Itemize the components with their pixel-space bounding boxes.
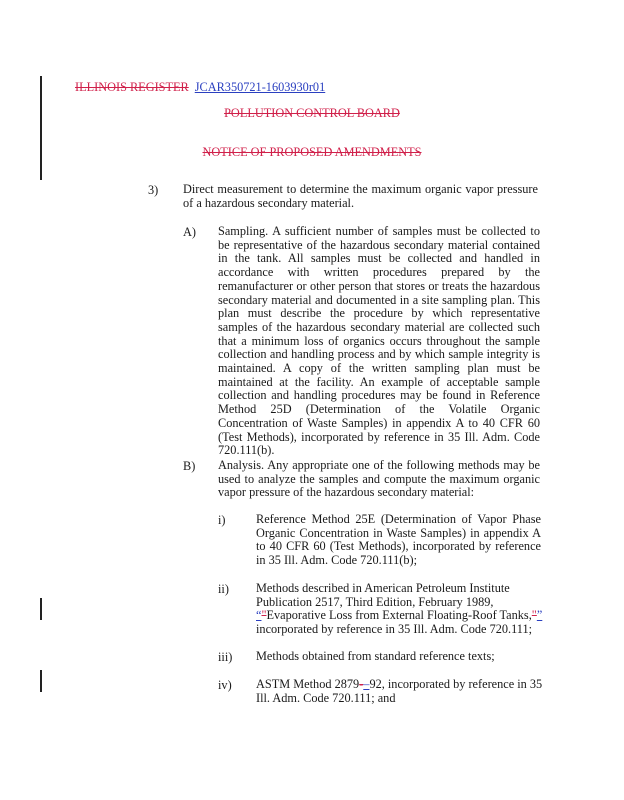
item-iv-text	[256, 678, 546, 705]
dash-deleted: -	[359, 677, 364, 691]
item-iv-line1	[256, 678, 546, 692]
quote-close-inserted: ”	[536, 608, 543, 623]
item-ii-line4: incorporated by reference in 35 Ill. Adm. Code 720.111;	[256, 622, 533, 637]
astm-method: ASTM Method 2879	[256, 677, 360, 691]
item-ii-line3	[256, 609, 546, 623]
item-3-text: Direct measurement to determine the maximum organic vapor pressure of a hazardous secondary material.	[183, 182, 538, 210]
item-ii-line1: Methods described in American Petroleum Institute	[256, 581, 510, 595]
register-header	[75, 80, 325, 95]
item-iv-label: iv)	[218, 678, 232, 692]
change-bar	[40, 598, 42, 620]
item-iv-line2: Ill. Adm. Code 720.111; and	[256, 690, 396, 705]
quote-close-deleted: "	[531, 608, 537, 623]
board-title: POLLUTION CONTROL BOARD	[224, 106, 400, 120]
item-a-label: A)	[183, 225, 196, 239]
item-i-text: Reference Method 25E (Determination of Vapor Phase Organic Concentration in Waste Samples) in appendix A to 40 CFR 60 (Test Methods), incorporated by reference in 35 Ill. Adm. Code 720.111(b);	[256, 512, 541, 568]
item-iii-text: Methods obtained from standard reference texts;	[256, 649, 495, 663]
change-bar	[40, 76, 42, 180]
item-b-label: B)	[183, 459, 196, 473]
register-struck: ILLINOIS REGISTER	[75, 80, 189, 94]
dash-inserted: –	[363, 677, 370, 691]
item-a-text: Sampling. A sufficient number of samples must be collected to be representative of the hazardous secondary material contained in the tank. All samples must be collected and handled in accordance with written procedures prepared by the remanufacturer or other person that stores or treats the hazardous secondary material and documented in a site sampling plan. This plan must describe the procedure by which representative samples of the hazardous secondary material are collected such that a minimum loss of organics occurs throughout the sample collection and handling process and by which sample integrity is maintained. A copy of the written sampling plan must be maintained at the facility. An example of acceptable sample collection and handling procedures may be found in Reference Method 25D (Determination of the Volatile Organic Concentration of Waste Samples) in appendix A to 40 CFR 60 (Test Methods), incorporated by reference in 35 Ill. Adm. Code 720.111(b).	[218, 224, 540, 458]
publication-title: Evaporative Loss from External Floating-Roof Tanks,	[266, 608, 532, 623]
item-3-label: 3)	[148, 183, 159, 197]
quote-open-deleted: "	[261, 608, 267, 623]
item-ii-text	[256, 582, 546, 637]
item-ii-label: ii)	[218, 582, 229, 596]
register-inserted: JCAR350721-1603930r01	[194, 80, 326, 94]
change-bar	[40, 670, 42, 692]
item-iii-label: iii)	[218, 650, 233, 664]
quote-open-inserted: “	[256, 608, 262, 623]
astm-rest: 92, incorporated by reference in 35	[369, 677, 543, 691]
notice-title: NOTICE OF PROPOSED AMENDMENTS	[202, 145, 422, 159]
item-b-text: Analysis. Any appropriate one of the following methods may be used to analyze the samples and compute the maximum organic vapor pressure of the hazardous secondary material:	[218, 458, 540, 500]
item-ii-line2: Publication 2517, Third Edition, February 1989,	[256, 594, 494, 609]
item-i-label: i)	[218, 513, 226, 527]
